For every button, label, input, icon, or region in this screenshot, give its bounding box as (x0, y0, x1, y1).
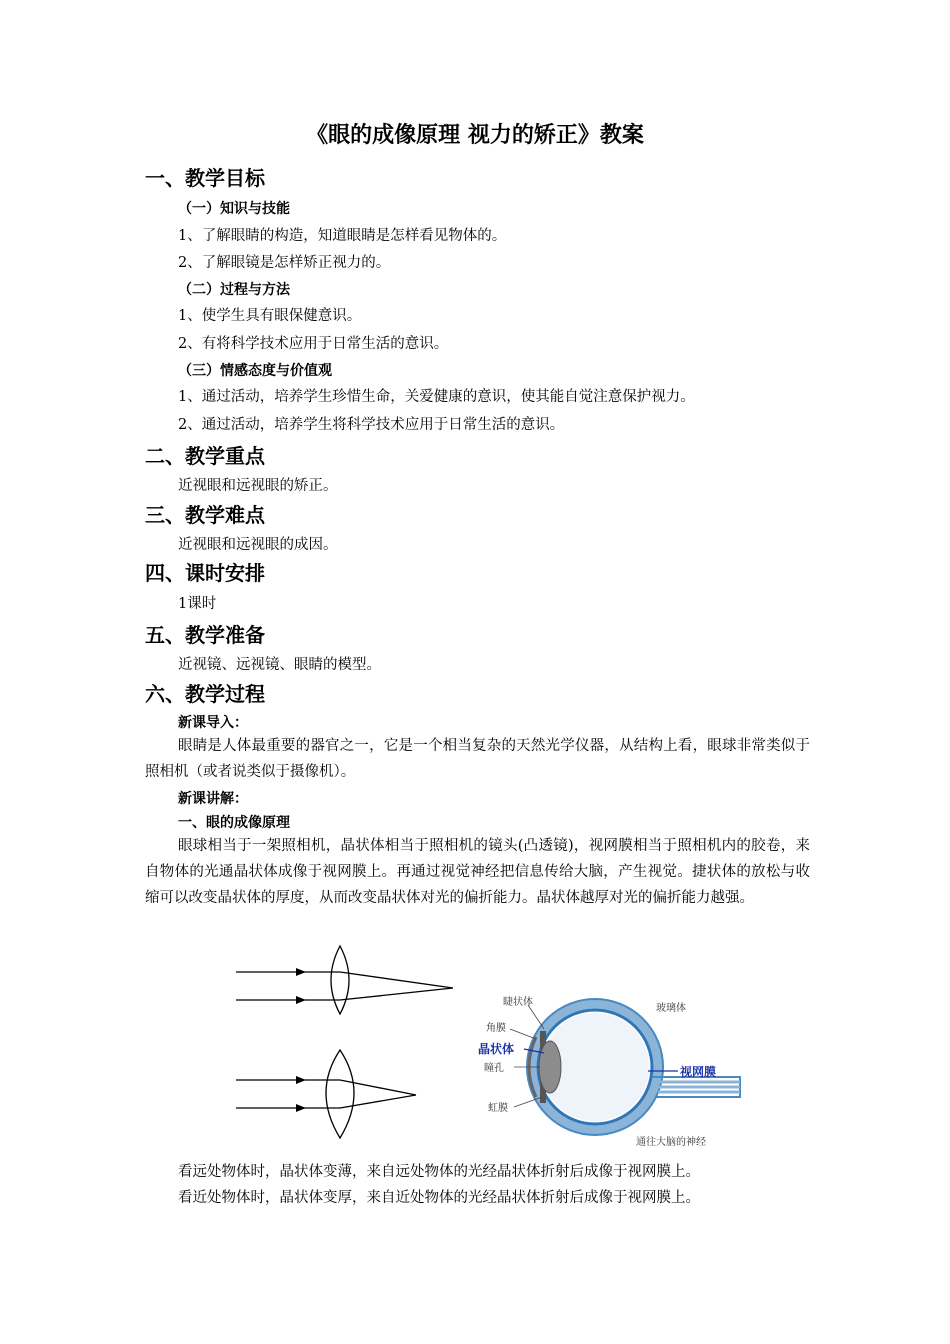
section-heading-process: 六、教学过程 (145, 682, 265, 706)
part1-label: 一、眼的成像原理 (178, 815, 290, 831)
section-heading-schedule: 四、课时安排 (145, 561, 265, 585)
subheading-attitude: （三）情感态度与价值观 (178, 363, 332, 379)
thin-lens (331, 946, 349, 1014)
label-pupil: 瞳孔 (484, 1063, 504, 1074)
label-ciliary: 睫状体 (503, 997, 533, 1008)
far-object-text: 看远处物体时，晶状体变薄，来自远处物体的光经晶状体折射后成像于视网膜上。 (178, 1164, 700, 1180)
difficulties-text: 近视眼和远视眼的成因。 (178, 537, 338, 553)
label-lens: 晶状体 (478, 1042, 515, 1056)
lecture-label: 新课讲解： (178, 791, 248, 807)
near-object-text: 看近处物体时，晶状体变厚，来自近处物体的光经晶状体折射后成像于视网膜上。 (178, 1190, 700, 1206)
attitude-item-1: 1、通过活动，培养学生珍惜生命，关爱健康的意识，使其能自觉注意保护视力。 (178, 389, 695, 405)
section-heading-difficulties: 三、教学难点 (145, 503, 265, 527)
label-vitreous: 玻璃体 (656, 1003, 686, 1014)
attitude-item-2: 2、通过活动，培养学生将科学技术应用于日常生活的意识。 (178, 417, 565, 433)
schedule-text: 1课时 (178, 596, 217, 612)
label-iris: 虹膜 (488, 1103, 508, 1114)
intro-paragraph: 眼睛是人体最重要的器官之一，它是一个相当复杂的天然光学仪器，从结构上看，眼球非常类似于照相机（或者说类似于摄像机）。 (145, 738, 810, 780)
section-heading-objectives: 一、教学目标 (145, 166, 265, 190)
section-heading-key-points: 二、教学重点 (145, 444, 265, 468)
knowledge-item-2: 2、了解眼镜是怎样矫正视力的。 (178, 255, 391, 271)
preparation-text: 近视镜、远视镜、眼睛的模型。 (178, 657, 381, 673)
key-points-text: 近视眼和远视眼的矫正。 (178, 478, 338, 494)
page-title: 《眼的成像原理 视力的矫正》教案 (306, 123, 644, 148)
section-heading-preparation: 五、教学准备 (145, 623, 265, 647)
subheading-process: （二）过程与方法 (178, 282, 290, 298)
part1-paragraph: 眼球相当于一架照相机，晶状体相当于照相机的镜头(凸透镜)，视网膜相当于照相机内的胶卷，来自物体的光通晶状体成像于视网膜上。再通过视觉神经把信息传给大脑，产生视觉。捷状体的放松与收缩可以改变晶状体的厚度，从而改变晶状体对光的偏折能力。晶状体越厚对光的偏折能力越强。 (145, 838, 810, 906)
eye-structure-diagram (470, 985, 760, 1153)
label-retina: 视网膜 (680, 1065, 717, 1079)
subheading-knowledge: （一）知识与技能 (178, 201, 290, 217)
lens-ray-diagram (228, 938, 468, 1153)
label-nerve: 通往大脑的神经 (636, 1137, 706, 1148)
process-item-1: 1、使学生具有眼保健意识。 (178, 308, 362, 324)
intro-label: 新课导入： (178, 715, 248, 731)
process-item-2: 2、有将科学技术应用于日常生活的意识。 (178, 336, 449, 352)
knowledge-item-1: 1、了解眼睛的构造，知道眼睛是怎样看见物体的。 (178, 228, 507, 244)
thick-lens (326, 1050, 354, 1138)
label-cornea: 角膜 (486, 1023, 506, 1034)
